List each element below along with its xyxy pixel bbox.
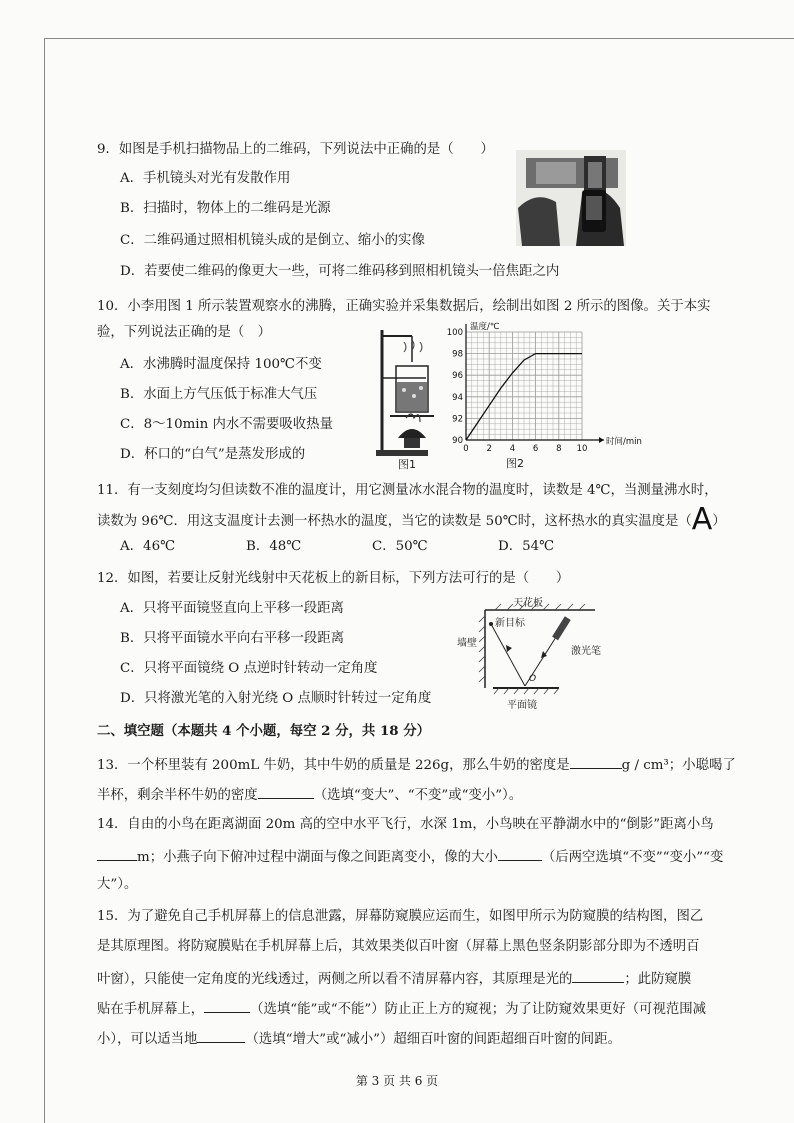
- y-axis-label: 温度/℃: [470, 322, 500, 332]
- q14-text-2: m；小燕子向下俯冲过程中湖面与像之间距离变小，像的大小: [137, 850, 498, 865]
- q14-line-1: 14．自由的小鸟在距离湖面 20m 高的空中水平飞行，水深 1m，小鸟映在平静湖水中的“倒影”距离小鸟: [97, 817, 714, 832]
- q15-text-3: 叶窗），只能使一定角度的光线透过，两侧之所以看不清屏幕内容，其原理是光的: [97, 972, 573, 987]
- q13-line-1: [97, 754, 736, 775]
- x-tick-label: 10: [576, 444, 588, 454]
- q11-stem-1: 11．有一支刻度均匀但读数不准的温度计，用它测量冰水混合物的温度时，读数是 4℃，当测量沸水时，: [97, 483, 718, 498]
- x-tick-label: 4: [509, 444, 516, 454]
- q14-line-2: [97, 846, 723, 867]
- q15-line-5: [97, 1028, 621, 1049]
- q15-text-6: （选填“能”或“不能”）防止正上方的窥视；为了让防窥效果更好（可视范围减: [250, 1002, 707, 1017]
- x-tick-label: 0: [463, 444, 469, 454]
- q15-text-5: 贴在手机屏幕上，: [97, 1002, 205, 1017]
- q10-option-b: B．水面上方气压低于标准大气压: [120, 387, 318, 402]
- q10-figure-2-caption: 图2: [506, 457, 524, 470]
- q12-label-target: 新目标: [495, 618, 525, 629]
- q12-label-wall: 墙壁: [457, 638, 477, 649]
- q12-label-ceiling: 天花板: [513, 598, 543, 609]
- q13-text-3: 半杯，剩余半杯牛奶的密度: [97, 788, 258, 803]
- q12-mirror-figure: [455, 594, 615, 716]
- q10-figure-1: [366, 326, 442, 470]
- q11-option-c: C．50℃: [372, 539, 428, 554]
- y-tick-label: 98: [452, 349, 463, 360]
- q9-option-b: B．扫描时，物体上的二维码是光源: [120, 201, 331, 216]
- q11-stem-2: [97, 502, 726, 537]
- q14-line-3: 大”）。: [97, 877, 138, 892]
- q15-blank-1[interactable]: [572, 968, 624, 983]
- q10-option-d: D．杯口的“白气”是蒸发形成的: [120, 447, 306, 462]
- q10-figure-1-caption: 图1: [398, 458, 416, 471]
- q12-label-laser: 激光笔: [571, 646, 601, 657]
- q11-option-a: A．46℃: [120, 539, 176, 554]
- q13-blank-1[interactable]: [570, 754, 622, 769]
- y-tick-label: 100: [446, 328, 463, 338]
- q9-stem: 9．如图是手机扫描物品上的二维码，下列说法中正确的是（ ）: [97, 142, 494, 157]
- q15-blank-3[interactable]: [197, 1028, 245, 1043]
- q14-blank-2[interactable]: [498, 846, 542, 861]
- q13-text-2: g / cm³；小聪喝了: [621, 758, 736, 773]
- q15-line-1: 15．为了避免自己手机屏幕上的信息泄露，屏幕防窥膜应运而生，如图甲所示为防窥膜的结构图，图乙: [97, 909, 704, 924]
- q10-option-a: A．水沸腾时温度保持 100℃不变: [120, 357, 322, 372]
- x-tick-label: 8: [556, 444, 562, 454]
- page-footer: 第 3 页 共 6 页: [355, 1074, 439, 1088]
- q14-text-3: （后两空选填“不变”“变小”“变: [541, 850, 724, 865]
- q9-option-c: C．二维码通过照相机镜头成的是倒立、缩小的实像: [120, 233, 425, 248]
- q15-text-8: （选填“增大”或“减小”）超细百叶窗的间距超细百叶窗的间距。: [245, 1032, 621, 1047]
- q15-line-3: [97, 968, 691, 989]
- q13-text-4: （选填“变大”、“不变”或“变小”）。: [313, 788, 523, 803]
- x-axis-arrow: [599, 437, 604, 443]
- q12-option-b: B．只将平面镜水平向右平移一段距离: [120, 631, 345, 646]
- y-tick-label: 90: [452, 436, 463, 446]
- y-tick-label: 94: [452, 392, 463, 403]
- y-tick-label: 92: [452, 414, 463, 425]
- q12-label-point: O: [529, 674, 537, 684]
- q10-stem-1: 10．小李用图 1 所示装置观察水的沸腾，正确实验并采集数据后，绘制出如图 2 所示的图像。关于本实: [97, 299, 711, 314]
- q15-text-7: 小），可以适当地: [97, 1032, 198, 1047]
- q10-stem-2: 验，下列说法正确的是（ ）: [97, 325, 272, 340]
- q11-option-b: B．48℃: [246, 539, 302, 554]
- q15-line-2: 是其原理图。将防窥膜贴在手机屏幕上后，其效果类似百叶窗（屏幕上黑色竖条阴影部分即为不透明百: [97, 939, 700, 954]
- x-tick-label: 6: [532, 444, 539, 454]
- q9-phone-photo: [516, 150, 626, 250]
- q11-option-d: D．54℃: [498, 539, 555, 554]
- q10-option-c: C．8～10min 内水不需要吸收热量: [120, 417, 333, 432]
- q15-blank-2[interactable]: [204, 998, 250, 1013]
- q12-label-mirror: 平面镜: [507, 700, 537, 711]
- q12-stem: 12．如图，若要让反射光线射中天花板上的新目标，下列方法可行的是（ ）: [97, 571, 570, 586]
- q13-text-1: 13．一个杯里装有 200mL 牛奶，其中牛奶的质量是 226g，那么牛奶的密度是: [97, 758, 570, 773]
- y-tick-label: 96: [452, 371, 463, 382]
- q12-option-a: A．只将平面镜竖直向上平移一段距离: [120, 601, 344, 616]
- page-border-left: [44, 38, 45, 1123]
- temperature-chart: [432, 318, 642, 454]
- x-tick-label: 2: [486, 444, 492, 454]
- q15-text-4: ；此防窥膜: [624, 972, 692, 987]
- q15-line-4: [97, 998, 706, 1019]
- q11-handwritten-answer: A: [691, 502, 713, 537]
- x-axis-label: 时间/min: [606, 437, 642, 447]
- page-border-top: [44, 38, 794, 39]
- q12-option-d: D．只将激光笔的入射光绕 O 点顺时针转过一定角度: [120, 691, 432, 706]
- q9-option-d: D．若要使二维码的像更大一些，可将二维码移到照相机镜头一倍焦距之内: [120, 264, 560, 279]
- q14-blank-1[interactable]: [97, 846, 137, 861]
- q13-blank-2[interactable]: [258, 784, 314, 799]
- q11-stem-2-text: 读数为 96℃．用这支温度计去测一杯热水的温度，当它的读数是 50℃时，这杯热水的真实温度是（: [97, 514, 692, 529]
- q10-figure-2-chart: [432, 318, 642, 470]
- section-2-heading: 二、填空题（本题共 4 个小题，每空 2 分，共 18 分）: [97, 723, 431, 739]
- q9-option-a: A．手机镜头对光有发散作用: [120, 171, 291, 186]
- q11-close-paren: ）: [712, 514, 726, 529]
- q12-option-c: C．只将平面镜绕 O 点逆时针转动一定角度: [120, 661, 378, 676]
- q13-line-2: [97, 784, 522, 805]
